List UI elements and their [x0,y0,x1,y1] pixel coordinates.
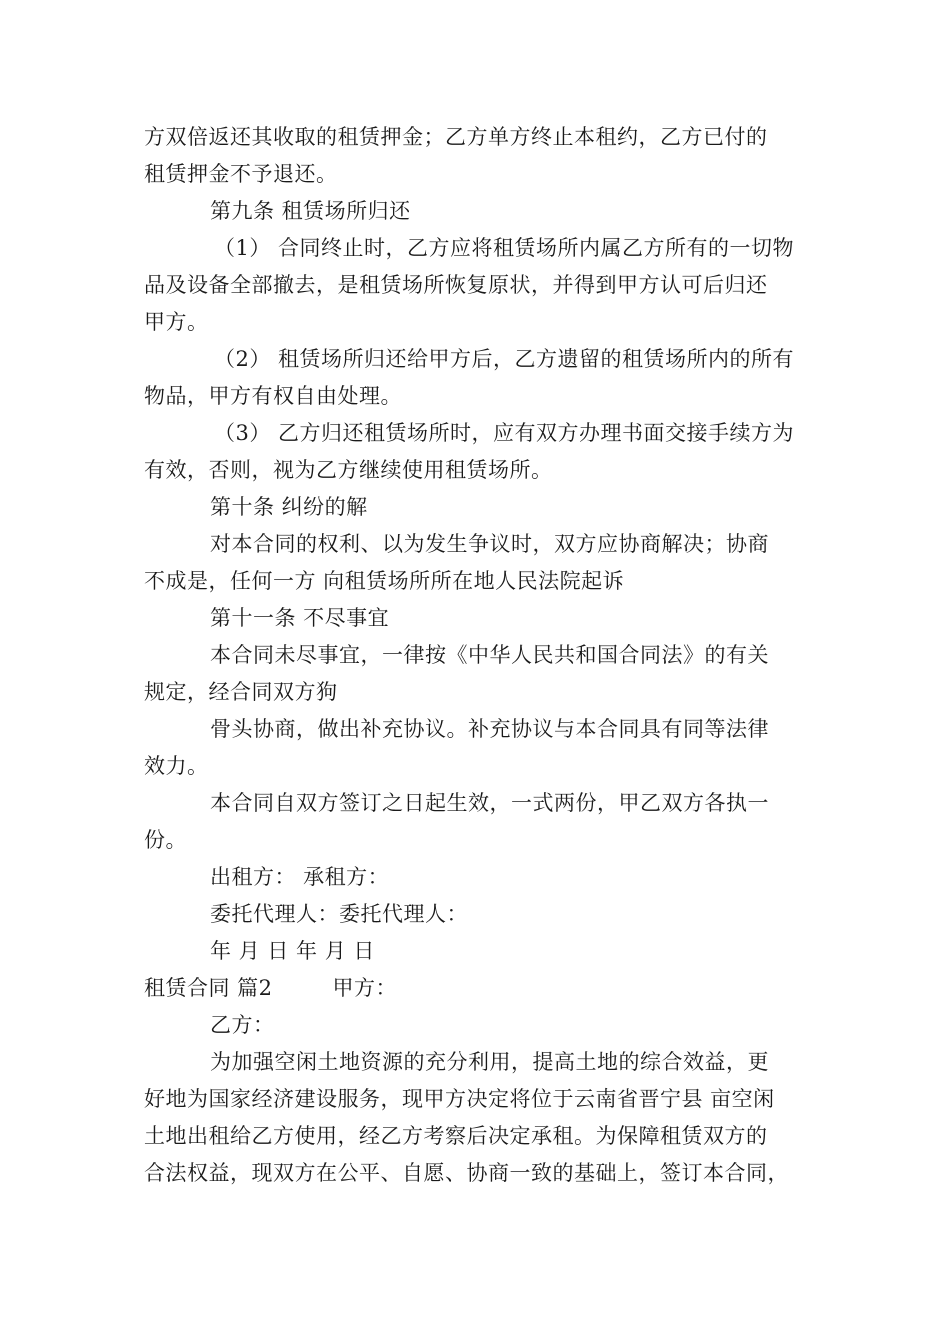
signature-line: 委托代理人：委托代理人： [210,902,468,926]
section-title-line [144,976,397,1000]
article-heading: 第九条 租赁场所归还 [210,199,411,223]
date-line: 年 月 日 年 月 日 [210,939,375,963]
paragraph-line: 规定，经合同双方狗 [144,680,338,704]
paragraph-line: 效力。 [144,754,209,778]
paragraph-line: 对本合同的权利、以为发生争议时，双方应协商解决；协商 [210,532,769,556]
paragraph-line: 物品，甲方有权自由处理。 [144,384,402,408]
article-heading: 第十条 纠纷的解 [210,495,368,519]
paragraph-line: 甲方。 [144,310,209,334]
paragraph-line: （3） 乙方归还租赁场所时，应有双方办理书面交接手续方为 [214,421,795,445]
paragraph-line: 有效，否则，视为乙方继续使用租赁场所。 [144,458,553,482]
article-heading: 第十一条 不尽事宜 [210,606,390,630]
paragraph-line: 合法权益，现双方在公平、自愿、协商一致的基础上，签订本合同， [144,1161,789,1185]
section-title: 租赁合同 篇2 [144,976,273,1000]
paragraph-line: 本合同自双方签订之日起生效，一式两份，甲乙双方各执一 [210,791,769,815]
paragraph-line: 租赁押金不予退还。 [144,162,338,186]
party-a-label: 甲方： [332,976,398,1000]
paragraph-line: 本合同未尽事宜，一律按《中华人民共和国合同法》的有关 [210,643,769,667]
paragraph-line: 土地出租给乙方使用，经乙方考察后决定承租。为保障租赁双方的 [144,1124,768,1148]
paragraph-line: 份。 [144,828,187,852]
party-b-label: 乙方： [210,1013,275,1037]
paragraph-line: 品及设备全部撤去，是租赁场所恢复原状，并得到甲方认可后归还 [144,273,768,297]
paragraph-line: 为加强空闲土地资源的充分利用，提高土地的综合效益，更 [210,1050,769,1074]
paragraph-line: （2） 租赁场所归还给甲方后，乙方遗留的租赁场所内的所有 [214,347,795,371]
paragraph-line: 方双倍返还其收取的租赁押金；乙方单方终止本租约，乙方已付的 [144,125,768,149]
paragraph-line: 不成是，任何一方 向租赁场所所在地人民法院起诉 [144,569,625,593]
paragraph-line: （1） 合同终止时，乙方应将租赁场所内属乙方所有的一切物 [214,236,795,260]
paragraph-line: 好地为国家经济建设服务，现甲方决定将位于云南省晋宁县 亩空闲 [144,1087,775,1111]
paragraph-line: 骨头协商，做出补充协议。补充协议与本合同具有同等法律 [210,717,769,741]
signature-line: 出租方： 承租方： [210,865,390,889]
